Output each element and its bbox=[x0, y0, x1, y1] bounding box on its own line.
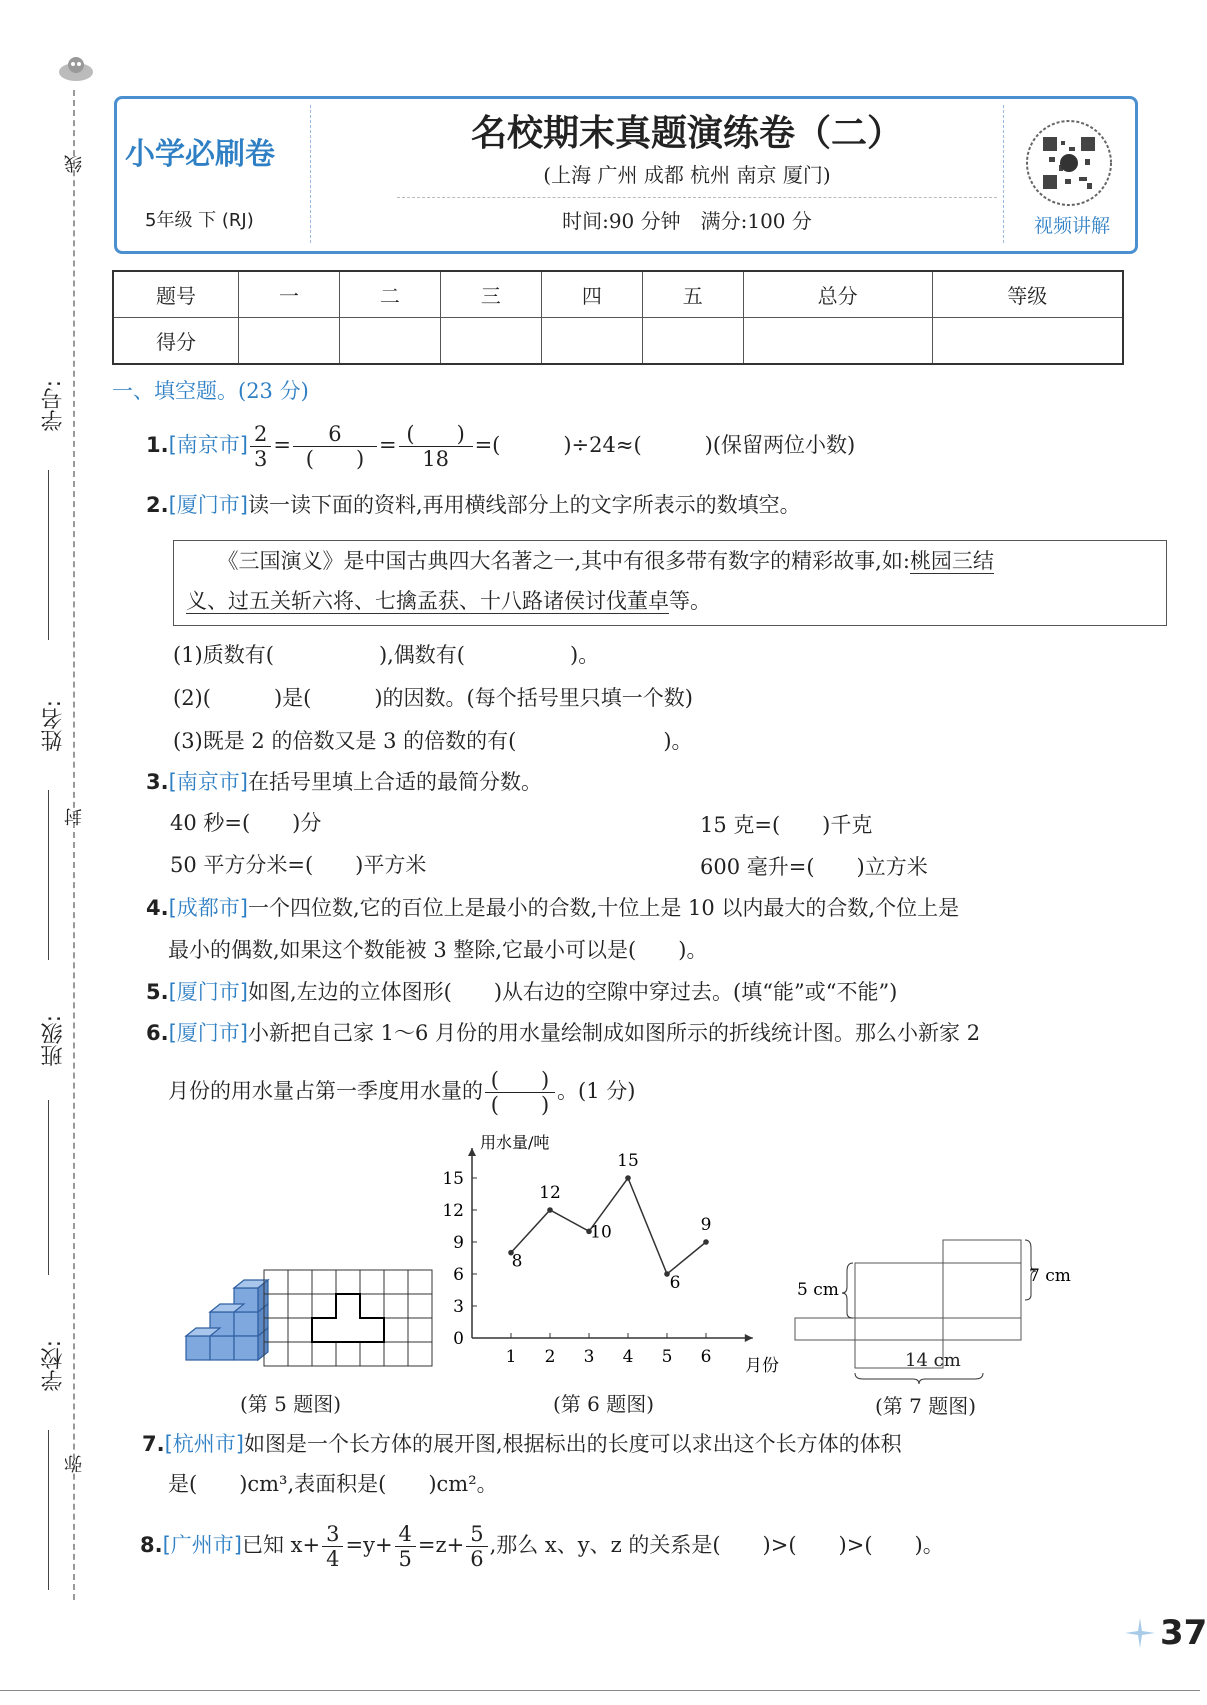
margin-xian: 线 bbox=[64, 155, 85, 173]
score-col-header: 四 bbox=[541, 271, 642, 318]
margin-mi: 弥 bbox=[64, 1455, 85, 1473]
x-tick-label: 1 bbox=[505, 1347, 517, 1367]
score-row-label: 得分 bbox=[113, 318, 239, 365]
dim-label-14cm: 14 cm bbox=[905, 1350, 961, 1371]
y-axis-label: 用水量/吨 bbox=[480, 1133, 550, 1152]
score-table-score-row bbox=[113, 318, 1123, 365]
score-cell[interactable] bbox=[743, 318, 932, 365]
x-tick-label: 5 bbox=[661, 1347, 673, 1367]
score-cell[interactable] bbox=[642, 318, 743, 365]
y-tick-label: 15 bbox=[442, 1169, 464, 1189]
header-divider bbox=[1003, 105, 1004, 243]
sparkle-icon bbox=[1125, 1618, 1155, 1648]
score-col-header: 一 bbox=[239, 271, 340, 318]
score-table bbox=[112, 270, 1124, 365]
figure-5-caption: (第 5 题图) bbox=[240, 1392, 342, 1416]
grade-label: 5年级 下 (RJ) bbox=[145, 210, 254, 231]
mascot-logo bbox=[56, 50, 96, 86]
source-tag: [南京市] bbox=[168, 433, 248, 457]
source-tag: [广州市] bbox=[162, 1533, 242, 1557]
question-3 bbox=[146, 767, 542, 797]
question-text: 一个四位数,它的百位上是最小的合数,十位上是 10 以内最大的合数,个位上是 bbox=[247, 896, 960, 920]
score-row-label: 题号 bbox=[113, 271, 239, 318]
header-dashed-line bbox=[397, 197, 997, 198]
score-col-header: 三 bbox=[440, 271, 541, 318]
question-number: 4. bbox=[146, 896, 169, 920]
question-6-line2: 月份的用水量占第一季度用水量的 $\frac{( )}{( )}$ 。(1 分) bbox=[168, 1068, 636, 1117]
data-label: 15 bbox=[617, 1151, 639, 1171]
exam-cities: (上海 广州 成都 杭州 南京 厦门) bbox=[543, 163, 831, 187]
question-number: 8. bbox=[140, 1533, 163, 1557]
x-axis-label: 月份 bbox=[745, 1356, 779, 1376]
page-number: 37 bbox=[1160, 1613, 1207, 1653]
question-text: 小新把自己家 1～6 月份的用水量绘制成如图所示的折线统计图。那么小新家 2 bbox=[247, 1021, 981, 1045]
y-tick-label: 6 bbox=[453, 1265, 464, 1285]
q3-item: 50 平方分米=( )平方米 bbox=[170, 853, 427, 877]
header-divider bbox=[310, 105, 311, 243]
data-label: 9 bbox=[700, 1215, 712, 1235]
class-field[interactable] bbox=[48, 1100, 49, 1275]
x-tick-label: 3 bbox=[583, 1347, 595, 1367]
data-label: 12 bbox=[539, 1183, 561, 1203]
fraction: $\frac{2}{3}$ bbox=[250, 422, 271, 471]
question-2 bbox=[146, 490, 801, 520]
score-table-header-row bbox=[113, 271, 1123, 318]
question-text: 如图,左边的立体图形( )从右边的空隙中穿过去。(填“能”或“不能”) bbox=[247, 980, 898, 1004]
question-number: 1. bbox=[146, 433, 169, 457]
name-field[interactable] bbox=[48, 790, 49, 960]
school-field[interactable] bbox=[48, 1430, 49, 1590]
question-6 bbox=[146, 1018, 980, 1048]
q2-sub1: (1)质数有( ),偶数有( )。 bbox=[173, 643, 600, 667]
score-cell[interactable] bbox=[239, 318, 340, 365]
source-tag: [厦门市] bbox=[168, 1021, 248, 1045]
section-title bbox=[112, 376, 309, 406]
figure-7-caption: (第 7 题图) bbox=[875, 1394, 977, 1418]
school-label: 学校: bbox=[41, 1340, 66, 1392]
source-tag: [杭州市] bbox=[164, 1432, 244, 1456]
question-text: 如图是一个长方体的展开图,根据标出的长度可以求出这个长方体的体积 bbox=[243, 1432, 902, 1456]
fraction: $\frac{6}{( )}$ bbox=[293, 422, 377, 471]
student-no-label: 学号: bbox=[41, 380, 66, 432]
figure-6-caption: (第 6 题图) bbox=[553, 1392, 655, 1416]
score-col-header: 总分 bbox=[743, 271, 932, 318]
q1-tail: =( )÷24≈( )(保留两位小数) bbox=[474, 433, 856, 457]
question-number: 5. bbox=[146, 980, 169, 1004]
question-4 bbox=[146, 893, 959, 923]
question-1: 1.[南京市] $\frac{2}{3}$ = $\frac{6}{( )}$ = $\frac{( )}{18}$ =( )÷24≈( )(保留两位小数) bbox=[146, 422, 856, 471]
name-label: 姓名: bbox=[41, 700, 66, 752]
grid-with-gap bbox=[264, 1270, 432, 1366]
score-cell[interactable] bbox=[932, 318, 1123, 365]
reading-passage: 《三国演义》是中国古典四大名著之一,其中有很多带有数字的精彩故事,如:桃园三结 义、过五关斩六将、七擒孟获、十八路诸侯讨伐董卓等。 bbox=[173, 540, 1167, 626]
q3-item: 15 克=( )千克 bbox=[700, 813, 873, 837]
fraction: $\frac{( )}{( )}$ bbox=[485, 1068, 555, 1117]
source-tag: [南京市] bbox=[168, 770, 248, 794]
y-tick-label: 12 bbox=[442, 1201, 464, 1221]
page-bottom-line bbox=[0, 1690, 1200, 1691]
source-tag: [厦门市] bbox=[168, 980, 248, 1004]
x-tick-label: 2 bbox=[544, 1347, 556, 1367]
source-tag: [厦门市] bbox=[168, 493, 248, 517]
section-points: (23 分) bbox=[238, 379, 309, 403]
x-tick-label: 4 bbox=[622, 1347, 634, 1367]
qr-code-icon[interactable] bbox=[1025, 119, 1113, 207]
x-axis-arrow bbox=[745, 1334, 753, 1342]
class-label: 班级: bbox=[41, 1015, 66, 1067]
binding-dashed-line bbox=[73, 90, 75, 1600]
y-axis-arrow bbox=[468, 1148, 476, 1156]
score-col-header: 五 bbox=[642, 271, 743, 318]
fraction: $\frac{( )}{18}$ bbox=[399, 422, 473, 471]
y-tick-label: 0 bbox=[453, 1329, 464, 1349]
y-tick-label: 9 bbox=[453, 1233, 464, 1253]
score-col-header: 二 bbox=[339, 271, 440, 318]
data-point bbox=[703, 1239, 709, 1245]
y-tick-label: 3 bbox=[453, 1297, 464, 1317]
q2-sub2: (2)( )是( )的因数。(每个括号里只填一个数) bbox=[173, 686, 693, 710]
data-label: 6 bbox=[669, 1273, 681, 1293]
exam-title: 名校期末真题演练卷（二） bbox=[470, 112, 903, 154]
exam-time-info: 时间:90 分钟 满分:100 分 bbox=[562, 209, 812, 233]
section-heading: 一、填空题。 bbox=[112, 379, 238, 403]
margin-feng: 封 bbox=[64, 808, 85, 826]
line-chart bbox=[430, 1128, 790, 1378]
source-tag: [成都市] bbox=[168, 896, 248, 920]
fraction: $\frac{4}{5}$ bbox=[395, 1522, 416, 1571]
cube-stack-icon bbox=[186, 1280, 268, 1360]
question-text: 在括号里填上合适的最简分数。 bbox=[247, 770, 542, 794]
fraction: $\frac{3}{4}$ bbox=[322, 1522, 343, 1571]
data-point bbox=[625, 1175, 631, 1181]
exam-header bbox=[114, 96, 1138, 254]
student-no-field[interactable] bbox=[48, 470, 49, 640]
data-label: 10 bbox=[590, 1222, 612, 1243]
score-cell[interactable] bbox=[440, 318, 541, 365]
dim-label-7cm: 7 cm bbox=[1029, 1266, 1071, 1286]
question-5 bbox=[146, 977, 897, 1007]
score-cell[interactable] bbox=[339, 318, 440, 365]
question-4-line2: 最小的偶数,如果这个数能被 3 整除,它最小可以是( )。 bbox=[168, 938, 708, 962]
q2-sub3: (3)既是 2 的倍数又是 3 的倍数的有( )。 bbox=[173, 729, 693, 753]
score-cell[interactable] bbox=[541, 318, 642, 365]
question-7 bbox=[142, 1429, 902, 1459]
brand-logo: 小学必刷卷 bbox=[125, 137, 275, 172]
dim-label-5cm: 5 cm bbox=[797, 1280, 839, 1300]
x-tick-label: 6 bbox=[700, 1347, 712, 1367]
question-text: 读一读下面的资料,再用横线部分上的文字所表示的数填空。 bbox=[247, 493, 801, 517]
video-explanation-link[interactable]: 视频讲解 bbox=[1033, 215, 1110, 237]
q3-item: 40 秒=( )分 bbox=[170, 811, 322, 835]
fraction: $\frac{5}{6}$ bbox=[466, 1522, 487, 1571]
data-point bbox=[547, 1207, 553, 1213]
question-number: 2. bbox=[146, 493, 169, 517]
question-7-line2: 是( )cm³,表面积是( )cm²。 bbox=[168, 1472, 498, 1496]
question-number: 7. bbox=[142, 1432, 165, 1456]
figure-5 bbox=[180, 1270, 440, 1384]
question-number: 3. bbox=[146, 770, 169, 794]
q3-item: 600 毫升=( )立方米 bbox=[700, 855, 928, 879]
question-8: 8.[广州市]已知 x+ $\frac{3}{4}$ =y+ $\frac{4}{5}$ =z+ $\frac{5}{6}$ ,那么 x、y、z 的关系是( )>( )>( )。 bbox=[140, 1522, 944, 1571]
score-col-header: 等级 bbox=[932, 271, 1123, 318]
data-label: 8 bbox=[511, 1251, 523, 1272]
question-number: 6. bbox=[146, 1021, 169, 1045]
